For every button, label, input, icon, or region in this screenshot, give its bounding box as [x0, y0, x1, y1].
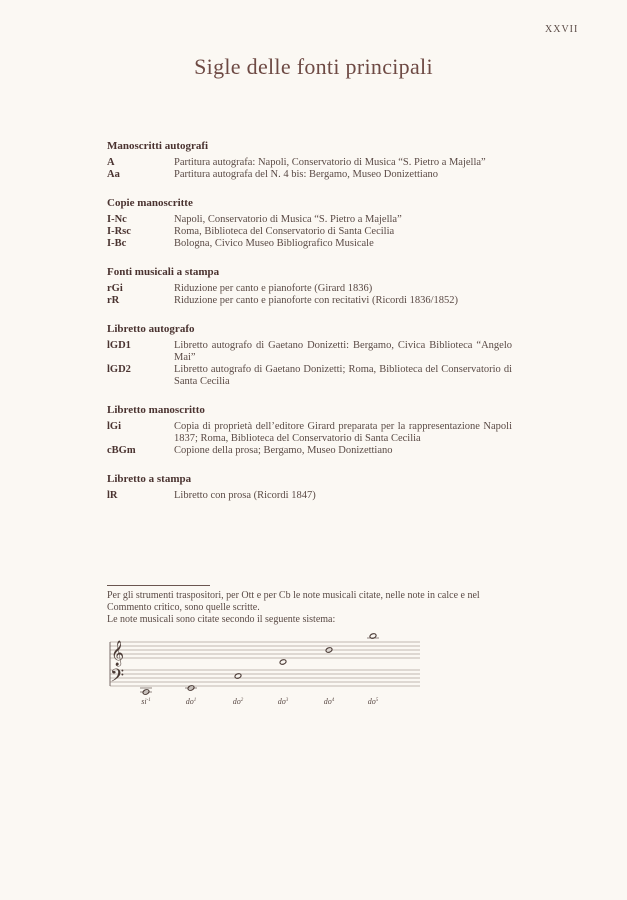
note-label: $do^4$ — [323, 697, 335, 706]
list-item — [107, 340, 512, 364]
source-description: Napoli, Conservatorio di Musica “S. Pietro a Majella” — [174, 214, 402, 225]
sources-list — [107, 140, 512, 518]
source-description: Bologna, Civico Museo Bibliografico Musicale — [174, 238, 374, 249]
section-heading: Copie manoscritte — [107, 197, 193, 209]
section-autographs — [107, 140, 512, 181]
list-item — [107, 157, 512, 169]
list-item — [107, 238, 512, 250]
section-heading: Libretto manoscritto — [107, 404, 205, 416]
section-printed-libretto — [107, 473, 512, 502]
siglum: cBGm — [107, 445, 136, 456]
siglum: A — [107, 157, 115, 168]
source-description: Riduzione per canto e pianoforte con recitativi (Ricordi 1836/1852) — [174, 295, 458, 306]
note-label: $do^5$ — [367, 697, 379, 706]
note-do-3 — [279, 659, 287, 665]
footnote — [107, 590, 517, 626]
list-item — [107, 169, 512, 181]
list-item — [107, 295, 512, 307]
page-number: XXVII — [545, 24, 579, 35]
bass-staff-lines — [110, 670, 420, 686]
list-item — [107, 283, 512, 295]
note-label: $do^1$ — [185, 697, 197, 706]
list-item — [107, 421, 512, 445]
siglum: rR — [107, 295, 120, 306]
section-manuscript-copies — [107, 197, 512, 250]
section-manuscript-libretto — [107, 404, 512, 457]
source-description: Libretto autografo di Gaetano Donizetti; Roma, Biblioteca del Conservatorio di Santa Cecilia — [174, 364, 512, 387]
source-description: Partitura autografa del N. 4 bis: Bergamo, Museo Donizettiano — [174, 169, 438, 180]
footnote-paragraph: Per gli strumenti traspositori, per Ott e per Cb le note musicali citate, nelle note in calce e nel Commento critico, sono quelle scritte. — [107, 590, 480, 613]
treble-clef-icon: 𝄞 — [111, 641, 125, 666]
footnote-divider — [107, 585, 210, 586]
siglum: rGi — [107, 283, 123, 294]
bass-clef-icon: 𝄢 — [110, 666, 125, 691]
list-item — [107, 226, 512, 238]
source-description: Libretto autografo di Gaetano Donizetti: Bergamo, Civica Biblioteca “Angelo Mai” — [174, 340, 512, 363]
siglum: Aa — [107, 169, 120, 180]
note-label: $si^{-1}$ — [141, 697, 151, 706]
note-labels — [141, 697, 379, 706]
source-description: Roma, Biblioteca del Conservatorio di Santa Cecilia — [174, 226, 395, 237]
source-description: Copione della prosa; Bergamo, Museo Donizettiano — [174, 445, 393, 456]
page-title: Sigle delle fonti principali — [194, 54, 433, 79]
source-description: Copia di proprietà dell’editore Girard preparata per la rappresentazione Napoli 1837; Roma, Biblioteca del Conservatorio di Santa Cecilia — [174, 421, 512, 444]
footnote-paragraph: Le note musicali sono citate secondo il seguente sistema: — [107, 614, 336, 625]
siglum: lR — [107, 490, 118, 501]
list-item — [107, 364, 512, 388]
siglum: I-Nc — [107, 214, 127, 225]
list-item — [107, 445, 512, 457]
treble-staff-lines — [110, 642, 420, 658]
siglum: I-Bc — [107, 238, 127, 249]
section-heading: Fonti musicali a stampa — [107, 266, 220, 278]
list-item — [107, 490, 512, 502]
siglum: I-Rsc — [107, 226, 131, 237]
source-description: Libretto con prosa (Ricordi 1847) — [174, 490, 316, 501]
list-item — [107, 214, 512, 226]
source-description: Riduzione per canto e pianoforte (Girard 1836) — [174, 283, 373, 294]
source-description: Partitura autografa: Napoli, Conservatorio di Musica “S. Pietro a Majella” — [174, 157, 486, 168]
note-label: $do^3$ — [277, 697, 289, 706]
section-autograph-libretto — [107, 323, 512, 388]
section-heading: Libretto autografo — [107, 323, 195, 335]
siglum: lGi — [107, 421, 122, 432]
note-naming-staff — [100, 630, 430, 715]
siglum: lGD1 — [107, 340, 131, 351]
section-heading: Libretto a stampa — [107, 473, 192, 485]
note-label: $do^2$ — [232, 697, 244, 706]
siglum: lGD2 — [107, 364, 131, 375]
section-heading: Manoscritti autografi — [107, 140, 209, 152]
section-printed-music — [107, 266, 512, 307]
